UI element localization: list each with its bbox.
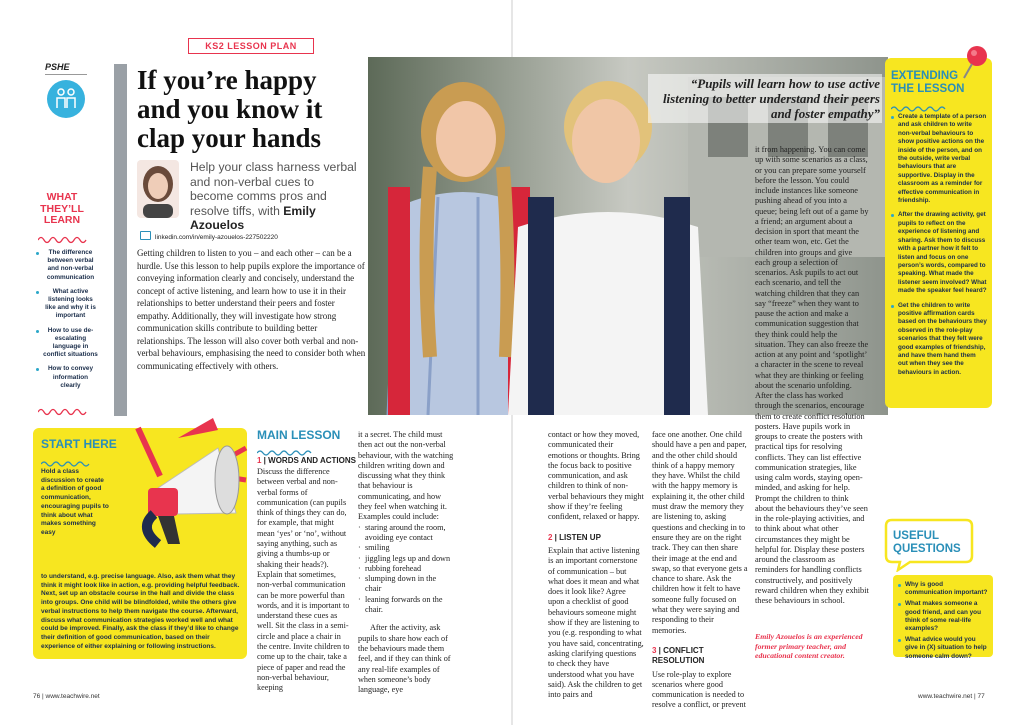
squiggle-divider	[38, 232, 88, 250]
start-here-text-wide: to understand, e.g. precise language. Also, ask them what they think it might look like in action, e.g. providing helpful feedback. Next, set up an obstacle course in the hall and divide the class into groups. One child will be blindfolded, while the others give verbal instructions to help them navigate the course. Afterward, discuss what communication strategies worked well and what could be improved. Finally, ask the class if they’d like to change their definition of good communication, based on their experience of either explaining or following instructions.	[41, 573, 240, 650]
extending-panel	[885, 58, 992, 408]
useful-panel	[893, 575, 993, 660]
list-item: How to convey information clearly	[36, 365, 98, 390]
list-item: Get the children to write positive affirmation cards based on the behaviours they observed in the role-play scenarios that they felt were good examples of friendship, and have them hand them out when they see the behaviours in action.	[891, 302, 987, 378]
list-item: After the drawing activity, get pupils to reflect on the experience of listening and sharing. Ask them to discuss with a partner how it felt to listen and focus on one person’s words, compared to speaking. What made the listener seem involved? What made the speaker feel heard?	[891, 211, 987, 295]
lesson-badge: KS2 LESSON PLAN	[188, 38, 314, 54]
standfirst: Help your class harness verbal and non-verbal cues to become comms pros and resolve tiffs, with Emily Azouelos	[190, 160, 357, 232]
section-heading-2: 2 | LISTEN UP	[548, 532, 601, 542]
list-item: How to use de-escalating language in conflict situations	[36, 327, 98, 360]
useful-list	[898, 581, 990, 664]
learn-heading: WHAT THEY’LL LEARN	[40, 191, 84, 226]
list-item: · jiggling legs up and down	[358, 554, 454, 564]
main-col-5: it from happening. You can come up with some scenarios as a class, or you can prepare some yourself before the lesson. You could include instances like someone pushing ahead of you into a queue; being left out of a game by a friend; an argument about a decision in sport that meant the other team won, etc. Get the children into groups and give each group a selection of scenarios. Ask pupils to act out each scenario, and tell the watching children that they can say “freeze” when they want to pause the action and make a communication suggestion that they think could help the situation. They can also freeze the action at any point and ‘spotlight’ a character in the scene to reveal what they are thinking or feeling about the scenario unfolding. After the class has worked through the scenarios, encourage them to create conflict resolution posters. Have pupils work in groups to create the posters with practical tips for resolving conflicts. They can list effective communication strategies, like using calm words, staying open-minded, and asking for help. Prompt the children to think about the behaviours they’ve seen in the role-playing activities, and to think about what other circumstances they might be helpful for. Display these posters around the classroom as reminders for handling conflicts constructively, and positively reward children when they exhibit these behaviours in school.	[755, 145, 869, 605]
start-here-text-narrow: Hold a class discussion to create a definition of good communication, encouraging pupils to think about what makes something easy	[41, 468, 109, 536]
linkedin-link[interactable]: linkedin.com/in/emily-azouelos-227502220	[140, 231, 278, 241]
list-item: What active listening looks like and why it is important	[36, 288, 98, 321]
linkedin-icon	[140, 231, 151, 240]
author-bio: Emily Azouelos is an experienced former primary teacher, and educational content creator.	[755, 632, 863, 660]
footer-left: 76 | www.teachwire.net	[33, 693, 100, 700]
speech-bubble-icon	[880, 518, 976, 577]
section-heading-3: 3 | CONFLICT RESOLUTION	[652, 645, 705, 666]
pushpin-icon	[960, 44, 992, 85]
list-item: · leaning forwards on the chair.	[358, 595, 454, 616]
author-photo	[137, 160, 179, 218]
list-item: · smiling	[358, 543, 454, 553]
main-col-3: contact or how they moved, communicated their emotions or thoughts. Bring the focus back to positive communication, and ask children to think of non-verbal behaviours they might show if they’re feeling confident, relaxed or happy. 2 | LISTEN UP Explain that active listening is an important cornerstone of communication – but what does it mean and what does it look like? Agree upon a checklist of good behaviours someone might show if they are listening to you (e.g. responding to what you have said, concentrating, asking clarifying questions to check they have understood what you have said). Ask the children to get into pairs and	[548, 430, 644, 700]
squiggle-divider-bottom	[38, 404, 88, 422]
list-item: What makes someone a good friend, and can you think of some real-life examples?	[898, 600, 990, 633]
learn-list	[36, 249, 98, 396]
extending-heading: EXTENDING THE LESSON	[891, 70, 965, 95]
list-item: · staring around the room, avoiding eye contact	[358, 523, 454, 544]
main-col-2: it a secret. The child must then act out the non-verbal behaviour, with the watching children writing down and discussing what they think that behaviour is communicating, and how they feel when watching it. Examples could include: · staring around the room, avoiding eye contact · smiling · jiggling legs up and down · rubbing forehead · slumping down in the chair · leaning forwards on the chair. After the activity, ask pupils to share how each of the behaviours made them feel, and if they can think of any real-life examples of when someone’s body language, eye	[358, 430, 454, 695]
behaviour-list	[358, 523, 454, 616]
pull-quote: “Pupils will learn how to use active listening to better understand their peers and foster empathy”	[648, 74, 882, 123]
main-col-1: Discuss the difference between verbal and non-verbal forms of communication (can pupils think of things they can do, for example, that might mean ‘yes’ or ‘no’, without saying anything, such as giving a thumbs-up or shaking their heads?). Explain that sometimes, non-verbal communication can be more powerful than words, and it is important to understand these cues as well. Sit the class in a semi-circle and place a chair in the centre. Invite children to come up to the chair, take a piece of paper and read the non-verbal behaviour, keeping	[257, 467, 350, 693]
pshe-icon	[47, 80, 85, 118]
useful-heading: USEFUL QUESTIONS	[893, 530, 961, 555]
list-item: Why is good communication important?	[898, 581, 990, 597]
list-item: · slumping down in the chair	[358, 574, 454, 595]
list-item: What advice would you give in (X) situation to help someone calm down?	[898, 636, 990, 661]
title-accent-bar	[114, 64, 127, 416]
footer-right: www.teachwire.net | 77	[918, 693, 985, 700]
list-item: Create a template of a person and ask children to write non-verbal behaviours to show positive actions on the inside of the person, and on the outside, write verbal behaviours that are supportive. Display in the classroom as a reminder for effective communication in friendship.	[891, 113, 987, 205]
intro-text: Getting children to listen to you – and each other – can be a hurdle. Use this lesson to help pupils explore the importance of conveying information clearly and concisely, understand the concept of active listening, and learn how to use it in their relationships to better understand their peers and foster empathy. Additionally, they will investigate how strong communication skills contribute to building better relationships. The lesson will also cover both verbal and non-verbal behaviours, emphasising the need to consider both when communicating effectively with others.	[137, 248, 366, 371]
section-heading-1: 1 | WORDS AND ACTIONS	[257, 456, 356, 465]
author-name: Emily Azouelos	[190, 203, 316, 232]
main-lesson-heading: MAIN LESSON	[257, 428, 341, 442]
megaphone-icon	[118, 418, 248, 563]
list-item: The difference between verbal and non-verbal communication	[36, 249, 98, 282]
subject-label: PSHE	[45, 62, 87, 75]
list-item: · rubbing forehead	[358, 564, 454, 574]
start-here-heading: START HERE	[41, 437, 117, 451]
extending-list	[891, 113, 987, 383]
page-title: If you’re happy and you know it clap your hands	[137, 65, 323, 153]
main-col-4: face one another. One child should have a pen and paper, and the other child should think of a happy memory they have. Whilst the child with the happy memory is explaining it, the other child must draw the memory they are listening to, asking questions and checking in to ensure they are on the right track. They can then share their image at the end and swap, so that everyone gets a chance to share. Ask the children how it felt to have someone fully focused on what they were saying and responding to their memories. 3 | CONFLICT RESOLUTION Use role-play to explore scenarios where good communication is needed to resolve a conflict, or prevent	[652, 430, 748, 710]
